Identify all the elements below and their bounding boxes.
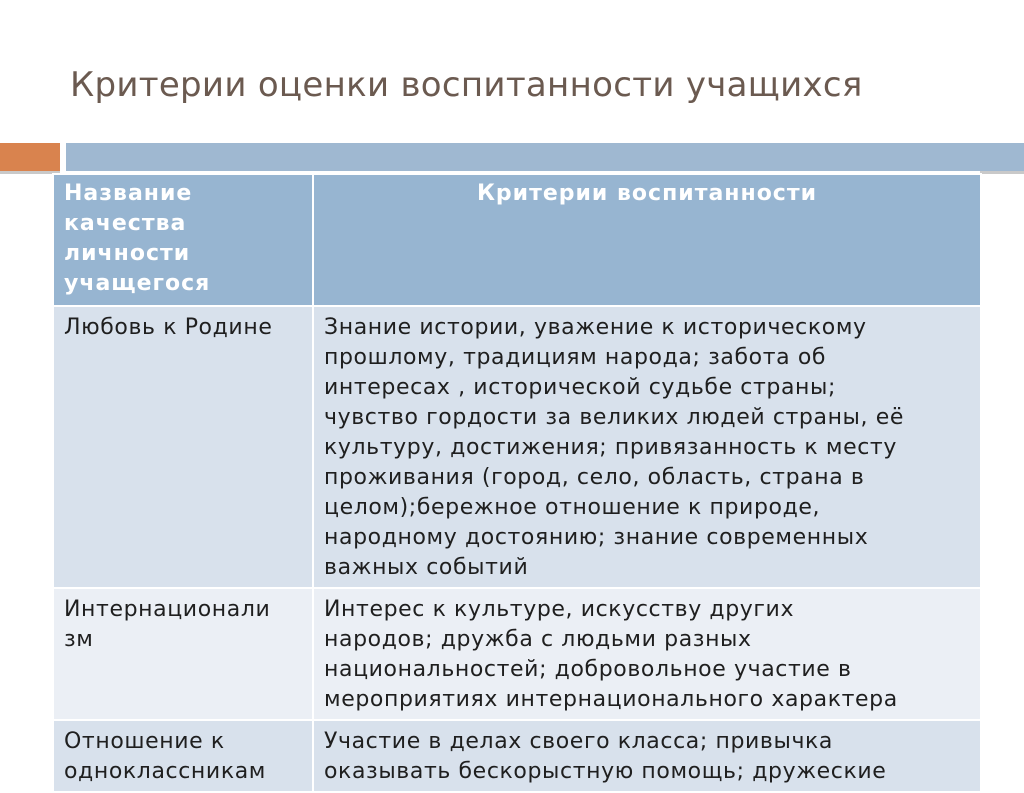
criteria-text: Интерес к культуре, искусству других народов; дружба с людьми разных национальностей; добровольное участие в мероприятиях интернационального характера [324,597,898,712]
divider-orange-accent [0,143,60,171]
divider-thin-line-left [0,171,60,174]
quality-cell [53,306,313,588]
divider-thin-line-right [980,171,1024,174]
criteria-text: Участие в делах своего класса; привычка оказывать бескорыстную помощь; дружеские [324,729,887,784]
header-quality [53,174,313,306]
divider-blue-bar [66,143,1024,171]
quality-text: Отношение к одноклассникам [64,729,266,784]
criteria-cell [313,588,981,720]
table-row [53,720,981,792]
quality-text: Интернационали зм [64,597,271,652]
quality-cell [53,720,313,792]
table-row [53,588,981,720]
header-criteria [313,174,981,306]
criteria-table [52,173,982,793]
criteria-cell [313,306,981,588]
criteria-text: Знание истории, уважение к историческому прошлому, традициям народа; забота об интересах , исторической судьбе страны; чувство гордости за великих людей страны, её культуру, достижения; привязанность к месту проживания (город, село, область, страна в целом);бережное отношение к природе, народному достоянию; знание современных важных событий [324,315,904,580]
table-header-row [53,174,981,306]
quality-text: Любовь к Родине [64,315,273,340]
criteria-cell [313,720,981,792]
slide-title: Критерии оценки воспитанности учащихся [70,65,863,105]
header-criteria-label: Критерии воспитанности [476,181,818,206]
header-quality-label: Название качества личности учащегося [64,181,211,296]
quality-cell [53,588,313,720]
table-row [53,306,981,588]
